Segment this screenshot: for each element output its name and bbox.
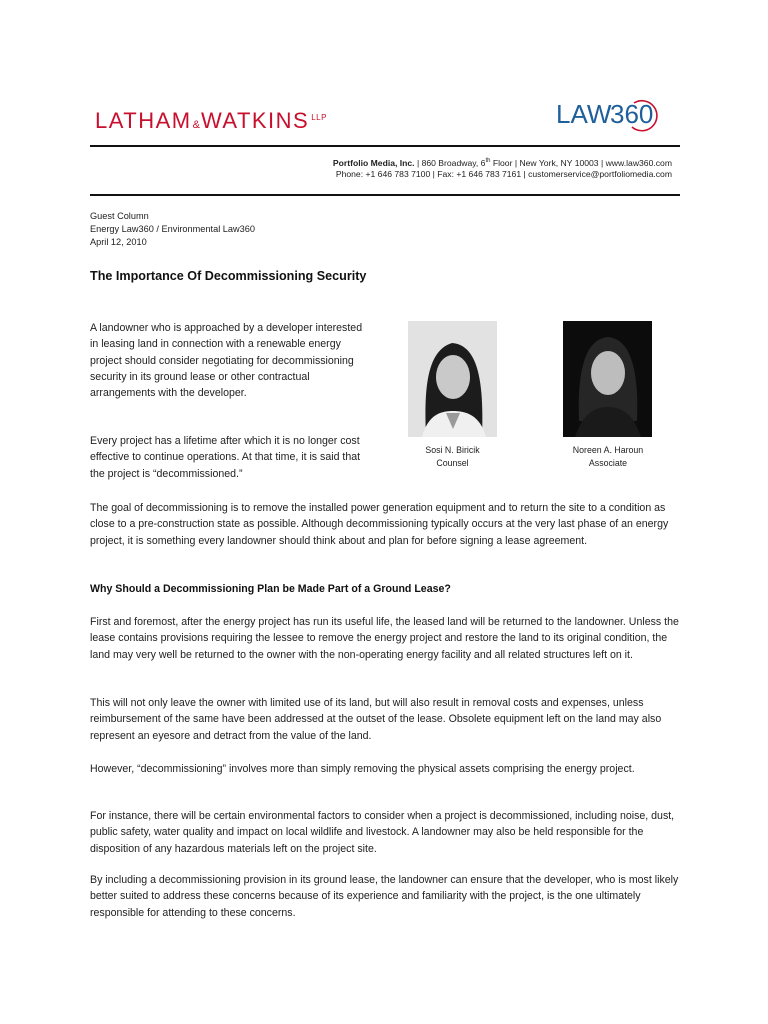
- body-paragraph-3: This will not only leave the owner with limited use of its land, but will also result in removal costs and expenses, unless reimbursement of the same have been addressed at the outset of the lease. Obsolete equipment left on the land may also represent an eyesore and detract from the value of the land.: [90, 697, 662, 742]
- portrait-biricik-icon: [408, 321, 497, 437]
- author-name: Noreen A. Haroun: [572, 445, 644, 455]
- body-paragraph-2: First and foremost, after the energy project has run its useful life, the leased land will be returned to the landowner. Unless the lease contains provisions requiring the lessee to remove the energy project and restore the land to its original condition, the land may very well be returned to the owner with the non-operating energy facility and all related structures left on it.: [90, 616, 679, 661]
- author-photo-biricik: [408, 321, 497, 437]
- law360-logo-law: LAW: [556, 99, 612, 129]
- publication-date: April 12, 2010: [90, 237, 147, 247]
- column-type: Guest Column: [90, 211, 149, 221]
- publication-name: Energy Law360 / Environmental Law360: [90, 224, 255, 234]
- article-title: The Importance Of Decommissioning Security: [90, 269, 367, 283]
- author-photo-haroun: [563, 321, 652, 437]
- logo-word-latham: LATHAM: [95, 108, 192, 133]
- latham-watkins-logo: [95, 108, 327, 134]
- author-role: Associate: [588, 458, 628, 468]
- intro-paragraph-1: A landowner who is approached by a developer interested in leasing land in connection with a renewable energy project should consider negotiating for decommissioning security in its ground lease or other contractual arrangements with the developer.: [90, 322, 363, 400]
- author-role: Counsel: [436, 458, 469, 468]
- body-paragraph-4: However, “decommissioning” involves more than simply removing the physical assets comprising the energy project.: [90, 763, 635, 775]
- author-caption-haroun: [553, 444, 663, 470]
- body-paragraph-6: By including a decommissioning provision in its ground lease, the landowner can ensure that the developer, who is most likely better suited to address these concerns because of its experience and familiarity with the project, is the one ultimately responsible for attending to these concerns.: [90, 874, 679, 919]
- floor-superscript: th: [485, 158, 491, 164]
- address-part-a: | 860 Broadway, 6: [414, 157, 486, 168]
- header-rule-top: [90, 145, 680, 147]
- publisher-name: Portfolio Media, Inc.: [332, 157, 415, 168]
- law360-logo: [556, 94, 666, 134]
- header-rule-bottom: [90, 194, 680, 196]
- intro-paragraph-2: Every project has a lifetime after which it is no longer cost effective to continue operations. At that time, it is said that the project is “decommissioned.”: [90, 435, 361, 480]
- logo-ampersand: &: [192, 119, 200, 131]
- body-paragraph-5: For instance, there will be certain environmental factors to consider when a project is decommissioned, including noise, dust, public safety, water quality and impact on local wildlife and livestock. A landowner may also be held responsible for the disposition of any hazardous materials left on the project site.: [90, 810, 675, 855]
- author-name: Sosi N. Biricik: [425, 445, 480, 455]
- section-heading: Why Should a Decommissioning Plan be Made Part of a Ground Lease?: [90, 583, 451, 595]
- contact-line-2: Phone: +1 646 783 7100 | Fax: +1 646 783 7161 | customerservice@portfoliomedia.com: [335, 169, 672, 179]
- portrait-haroun-icon: [563, 321, 652, 437]
- address-part-b: Floor | New York, NY 10003 | www.law360.com: [490, 157, 672, 168]
- logo-word-watkins: WATKINS: [200, 108, 310, 133]
- author-caption-biricik: [408, 444, 497, 470]
- law360-logo-360: 360: [610, 99, 654, 129]
- logo-llp: LLP: [311, 113, 327, 122]
- body-paragraph-1: The goal of decommissioning is to remove the installed power generation equipment and to return the site to a condition as close to a pre-construction state as possible. Although decommissioning typically occurs at the very last phase of an energy project, it is something every landowner should think about and plan for before signing a lease agreement.: [90, 502, 669, 547]
